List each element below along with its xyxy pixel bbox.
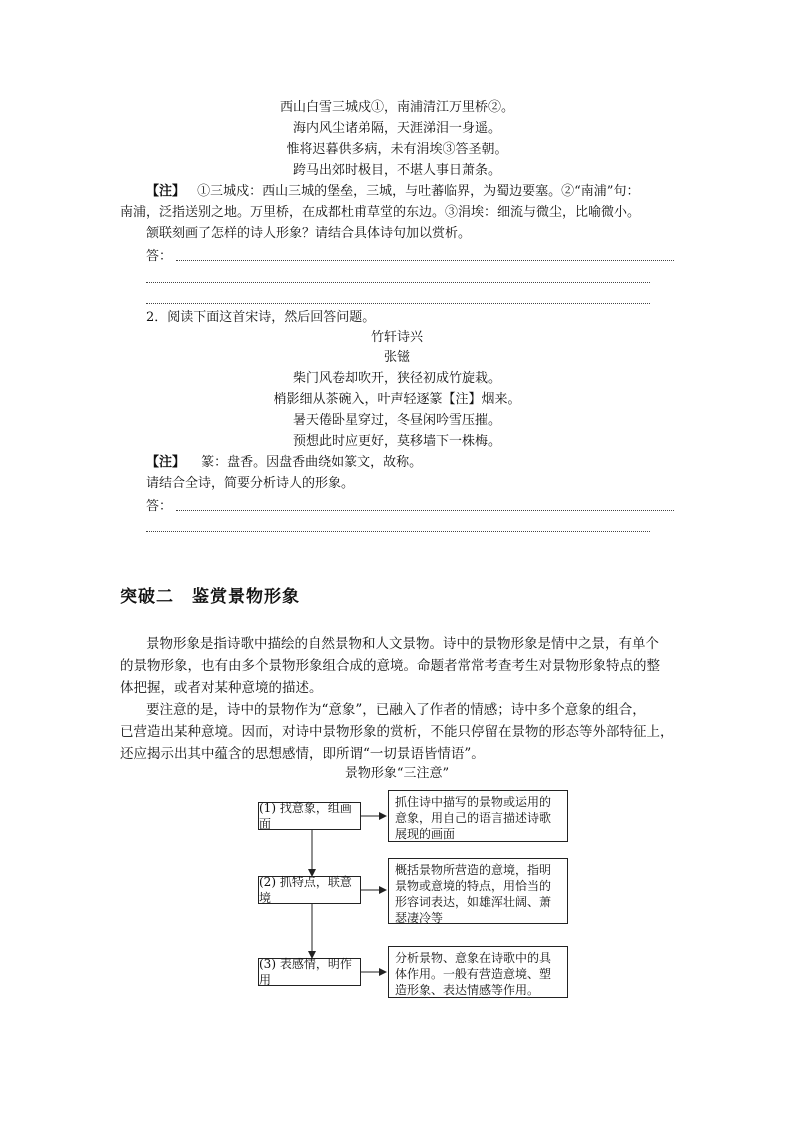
poem2-line-1: 柴门风卷却吹开，狭径初成竹旋栽。: [292, 371, 501, 386]
note-text-1: ①三城戍：西山三城的堡垒，三城，与吐蕃临界，为蜀边要塞。②“南浦”句：: [197, 184, 640, 199]
diagram-desc-1: 抓住诗中描写的景物或运用的意象，用自己的语言描述诗歌展现的画面: [388, 790, 568, 842]
section-heading: 突破二 鉴赏景物形象: [120, 587, 300, 607]
para1-line-3: 体把握，或者对某种意境的描述。: [120, 680, 323, 696]
poem1-question: 颔联刻画了怎样的诗人形象？请结合具体诗句加以赏析。: [146, 226, 472, 241]
poem2-line-4: 预想此时应更好，莫移墙下一株梅。: [292, 434, 501, 449]
diagram-title: 景物形象“三注意”: [344, 766, 450, 781]
step-label: (3) 表感情，明作用: [259, 957, 352, 987]
step-label: (2) 抓特点，联意境: [259, 875, 352, 905]
para1-line-2: 的景物形象，也有由多个景物形象组合成的意境。命题者常常考查考生对景物形象特点的整: [120, 658, 660, 674]
poem1-line-4: 跨马出郊时极目，不堪人事日萧条。: [292, 163, 501, 178]
diagram-step-3: [258, 958, 361, 986]
poem2-line-2: 梢影细从茶碗入，叶声轻逐篆【注】烟来。: [273, 392, 521, 407]
poem1-line-3: 惟将迟暮供多病，未有涓埃③答圣朝。: [286, 142, 508, 157]
poem2-question: 请结合全诗，简要分析诗人的形象。: [146, 476, 355, 491]
para1-line-1: 景物形象是指诗歌中描绘的自然景物和人文景物。诗中的景物形象是情中之景，有单个: [146, 636, 659, 652]
para2-line-1: 要注意的是，诗中的景物作为“意象”，已融入了作者的情感；诗中多个意象的组合，: [146, 702, 646, 718]
note-text: 篆：盘香。因盘香曲绕如篆文，故称。: [201, 455, 423, 470]
diagram-step-2: [258, 876, 361, 904]
answer-label: 答：: [146, 499, 173, 514]
poem1-line-2: 海内风尘诸弟隔，天涯涕泪一身遥。: [292, 121, 501, 136]
note-label: 【注】: [146, 455, 186, 470]
step-label: (1) 找意象，组画面: [259, 801, 352, 831]
poem2-title: 竹轩诗兴: [370, 330, 423, 345]
q2-intro: 2．阅读下面这首宋诗，然后回答问题。: [146, 310, 376, 325]
poem2-line-3: 暑天倦卧星穿过，冬昼闲吟雪压摧。: [292, 413, 501, 428]
diagram-desc-2: 概括景物所营造的意境，指明景物或意境的特点，用恰当的形容词表达，如雄浑壮阔、萧瑟凄冷等: [388, 858, 568, 924]
diagram-step-1: [258, 802, 361, 830]
para2-line-2: 已营造出某种意境。因而，对诗中景物形象的赏析，不能只停留在景物的形态等外部特征上，: [120, 724, 674, 740]
para2-line-3: 还应揭示出其中蕴含的思想感情，即所谓“一切景语皆情语”。: [120, 746, 485, 762]
note-label: 【注】: [146, 184, 186, 199]
diagram-desc-3: 分析景物、意象在诗歌中的具体作用。一般有营造意境、塑造形象、表达情感等作用。: [388, 946, 568, 998]
poem2-author: 张镃: [383, 350, 410, 365]
poem1-line-1: 西山白雪三城戍①，南浦清江万里桥②。: [279, 100, 514, 115]
answer-label: 答：: [146, 249, 173, 264]
note-text-2: 南浦，泛指送别之地。万里桥，在成都杜甫草堂的东边。③涓埃：细流与微尘，比喻微小。: [120, 205, 641, 220]
